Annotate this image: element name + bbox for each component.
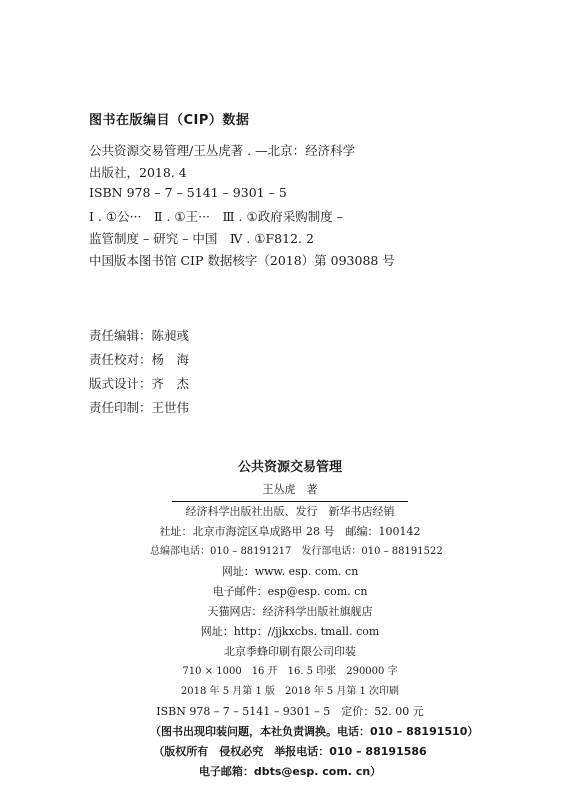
cip-line-subjects-cont: 监管制度 – 研究 – 中国 Ⅳ . ①F812. 2 <box>89 231 314 246</box>
phones-line: 总编部电话：010 – 88191217 发行部电话：010 – 88191522 <box>150 546 443 557</box>
tmall-url-line: 网址：http：//jjkxcbs. tmall. com <box>200 625 380 638</box>
cip-line-record-number: 中国版本图书馆 CIP 数据核字（2018）第 093088 号 <box>89 253 395 268</box>
tmall-store-line: 天猫网店：经济科学出版社旗舰店 <box>207 605 373 618</box>
isbn-price-line: ISBN 978 – 7 – 5141 – 9301 – 5 定价：52. 00 元 <box>156 705 424 718</box>
responsible-proofreader: 责任校对：杨 海 <box>89 352 190 367</box>
address-line: 社址：北京市海淀区阜成路甲 28 号 邮编：100142 <box>159 525 421 538</box>
report-email-line: 电子邮箱：dbts@esp. com. cn） <box>198 765 382 778</box>
author-line: 王丛虎 著 <box>262 483 318 496</box>
publisher-line: 经济科学出版社出版、发行 新华书店经销 <box>185 505 395 518</box>
imprint-block <box>150 458 479 782</box>
format-line: 710 × 1000 16 开 16. 5 印张 290000 字 <box>182 666 398 677</box>
layout-designer: 版式设计：齐 杰 <box>89 376 190 391</box>
edition-line: 2018 年 5 月第 1 版 2018 年 5 月第 1 次印刷 <box>180 686 400 697</box>
website-line: 网址：www. esp. com. cn <box>221 565 359 578</box>
book-title: 公共资源交易管理 <box>237 460 342 475</box>
cip-line-isbn: ISBN 978 – 7 – 5141 – 9301 – 5 <box>89 185 287 200</box>
cip-line-publisher-date: 出版社，2018. 4 <box>89 165 187 180</box>
copyright-notice: （版权所有 侵权必究 举报电话：010 – 88191586 <box>153 745 427 758</box>
responsible-printing: 责任印制：王世伟 <box>89 400 190 415</box>
cip-line-title-author: 公共资源交易管理/王丛虎著 . —北京：经济科学 <box>89 143 356 158</box>
printer-line: 北京季蜂印刷有限公司印装 <box>224 645 356 658</box>
email-line: 电子邮件：esp@esp. com. cn <box>212 585 368 598</box>
cip-line-subjects: Ⅰ . ①公··· Ⅱ . ①王··· Ⅲ . ①政府采购制度 – <box>89 209 343 224</box>
cip-heading: 图书在版编目（CIP）数据 <box>89 113 250 128</box>
print-issue-notice: （图书出现印装问题，本社负责调换。电话：010 – 88191510） <box>150 725 479 738</box>
responsible-editor: 责任编辑：陈昶彧 <box>89 328 190 343</box>
